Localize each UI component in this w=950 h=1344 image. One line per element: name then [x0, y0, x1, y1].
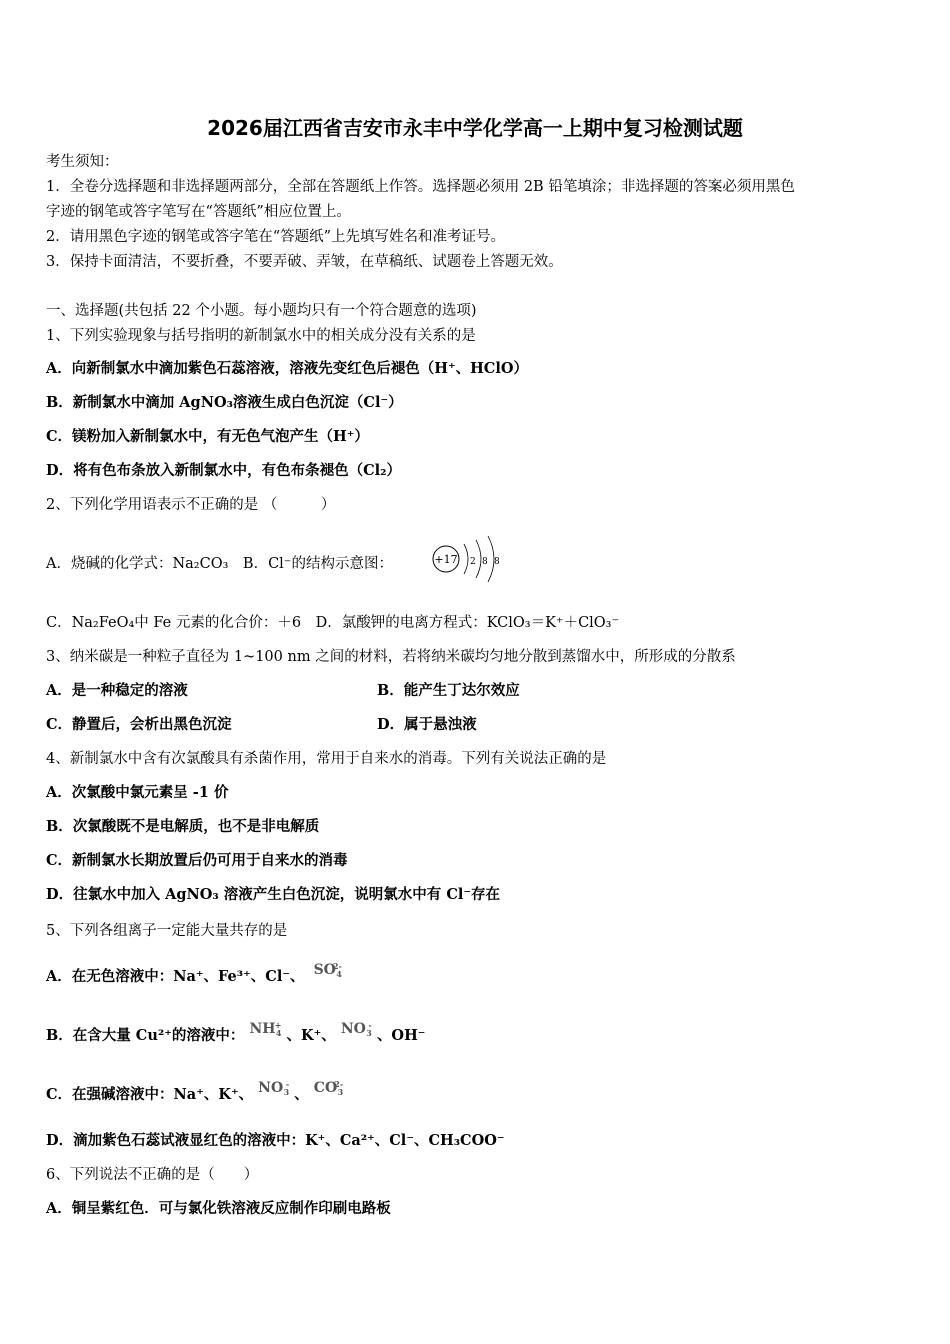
q1-option-b: B．新制氯水中滴加 AgNO₃溶液生成白色沉淀（Cl⁻） [46, 394, 403, 411]
q5-option-a-text: A．在无色溶液中：Na⁺、Fe³⁺、Cl⁻、 [46, 968, 305, 985]
notice-heading: 考生须知： [46, 154, 119, 170]
q6-stem: 6、下列说法不正确的是（ ） [46, 1167, 259, 1183]
nitrate-ion-c-charge: - [285, 1079, 290, 1089]
nitrate-ion-c [258, 1078, 290, 1098]
q4-stem: 4、新制氯水中含有次氯酸具有杀菌作用，常用于自来水的消毒。下列有关说法正确的是 [46, 751, 607, 767]
section-heading: 一、选择题(共包括 22 个小题。每小题均只有一个符合题意的选项) [46, 303, 477, 319]
q5-option-b-end: 、OH⁻ [376, 1027, 426, 1044]
nitrate-ion-b-symbol: NO [340, 1021, 366, 1037]
q4-option-a: A．次氯酸中氯元素呈 -1 价 [46, 784, 229, 801]
q4-option-d: D．往氯水中加入 AgNO₃ 溶液产生白色沉淀，说明氯水中有 Cl⁻存在 [46, 886, 501, 903]
carbonate-ion-symbol: CO [313, 1080, 338, 1096]
q1-option-d: D．将有色布条放入新制氯水中，有色布条褪色（Cl₂） [46, 462, 401, 479]
q4-option-c: C．新制氯水长期放置后仍可用于自来水的消毒 [46, 852, 348, 869]
q5-option-b-text: B．在含大量 Cu²⁺的溶液中： [46, 1027, 245, 1044]
q5-option-c [46, 1079, 344, 1105]
carbonate-ion [313, 1078, 344, 1098]
ammonium-ion-count: 4 [275, 1028, 282, 1038]
shell-count-3: 8 [494, 557, 500, 567]
notice-line-1a: 1．全卷分选择题和非选择题两部分，全部在答题纸上作答。选择题必须用 2B 铅笔填涂；非选择题的答案必须用黑色 [46, 179, 795, 195]
q3-option-d: D．属于悬浊液 [377, 716, 477, 733]
sulfate-ion-charge: 2- [332, 961, 342, 971]
q2-stem: 2、下列化学用语表示不正确的是 （ ） [46, 497, 336, 513]
chloride-structure-diagram [428, 534, 508, 584]
ammonium-ion-charge: + [274, 1020, 282, 1030]
carbonate-ion-count: 3 [337, 1087, 344, 1097]
page-title: 2026届江西省吉安市永丰中学化学高一上期中复习检测试题 [207, 116, 743, 140]
nitrate-ion-c-symbol: NO [258, 1080, 284, 1096]
nucleus-label: +17 [434, 553, 458, 566]
nitrate-ion-b [340, 1019, 372, 1039]
ammonium-ion [249, 1019, 282, 1039]
carbonate-ion-charge: 2- [334, 1079, 344, 1089]
q3-stem: 3、纳米碳是一种粒子直径为 1~100 nm 之间的材料，若将纳米碳均匀地分散到蒸馏水中，所形成的分散系 [46, 649, 736, 665]
q1-option-a: A．向新制氯水中滴加紫色石蕊溶液，溶液先变红色后褪色（H⁺、HClO） [46, 360, 528, 377]
q5-stem: 5、下列各组离子一定能大量共存的是 [46, 923, 288, 939]
q3-option-c: C．静置后，会析出黑色沉淀 [46, 716, 232, 733]
q5-option-b [46, 1020, 426, 1046]
q3-option-a: A．是一种稳定的溶液 [46, 682, 188, 699]
q5-option-b-mid: 、K⁺、 [286, 1027, 336, 1044]
sulfate-ion-count: 4 [336, 969, 342, 979]
sulfate-ion [313, 960, 342, 980]
q2-options-ab [46, 554, 393, 574]
q5-option-c-mid: 、 [294, 1086, 309, 1103]
q2-options-ab-text: A．烧碱的化学式：Na₂CO₃ B．Cl⁻的结构示意图： [46, 556, 393, 572]
nitrate-ion-c-count: 3 [283, 1087, 290, 1097]
shell-count-1: 2 [470, 557, 476, 567]
q5-option-d: D．滴加紫色石蕊试液显红色的溶液中：K⁺、Ca²⁺、Cl⁻、CH₃COO⁻ [46, 1132, 505, 1149]
q5-option-c-text: C．在强碱溶液中：Na⁺、K⁺、 [46, 1086, 254, 1103]
shell-count-2: 8 [482, 557, 488, 567]
q2-options-cd: C．Na₂FeO₄中 Fe 元素的化合价：＋6 D．氯酸钾的电离方程式：KClO₃＝K⁺＋ClO₃⁻ [46, 615, 620, 631]
shell-arc-1 [464, 544, 468, 574]
nitrate-ion-b-charge: - [368, 1020, 372, 1030]
shell-arc-2 [476, 540, 481, 578]
notice-line-1b: 字迹的钢笔或答字笔写在“答题纸”相应位置上。 [46, 204, 351, 220]
q3-option-b: B．能产生丁达尔效应 [377, 682, 520, 699]
q4-option-b: B．次氯酸既不是电解质，也不是非电解质 [46, 818, 320, 835]
notice-line-2: 2．请用黑色字迹的钢笔或答字笔在“答题纸”上先填写姓名和准考证号。 [46, 229, 506, 245]
nitrate-ion-b-count: 3 [366, 1028, 372, 1038]
ammonium-ion-symbol: NH [249, 1021, 276, 1037]
sulfate-ion-symbol: SO [313, 962, 336, 978]
notice-line-3: 3．保持卡面清洁，不要折叠，不要弄破、弄皱，在草稿纸、试题卷上答题无效。 [46, 254, 563, 270]
q1-option-c: C．镁粉加入新制氯水中，有无色气泡产生（H⁺） [46, 428, 369, 445]
q1-stem: 1、下列实验现象与括号指明的新制氯水中的相关成分没有关系的是 [46, 328, 476, 344]
q6-option-a: A．铜呈紫红色．可与氯化铁溶液反应制作印刷电路板 [46, 1200, 391, 1217]
q5-option-a [46, 961, 342, 987]
